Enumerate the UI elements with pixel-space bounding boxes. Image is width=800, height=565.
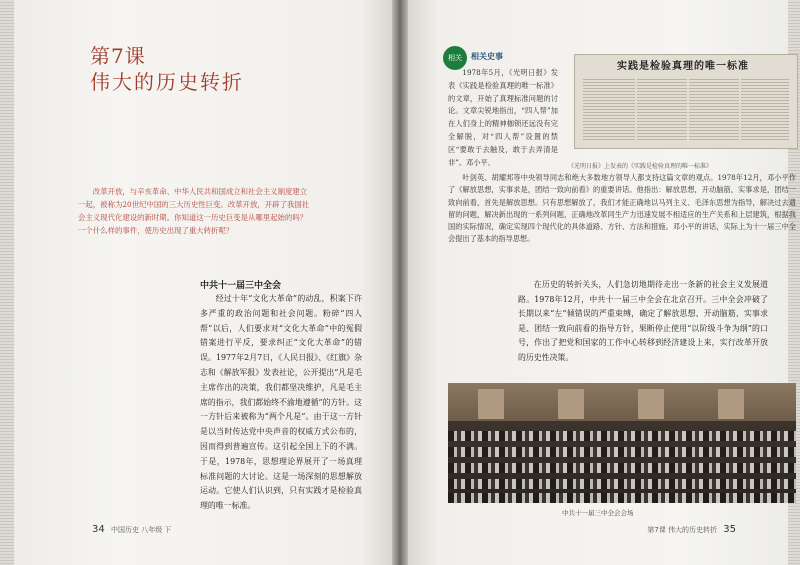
photo-window — [718, 389, 744, 419]
photo-seat-row — [448, 479, 796, 489]
photo-window — [558, 389, 584, 419]
book-gutter — [392, 0, 408, 565]
newspaper-headline: 实践是检验真理的唯一标准 — [617, 61, 749, 72]
photo-caption: 中共十一届三中全会会场 — [562, 509, 634, 517]
section-heading: 中共十一届三中全会 — [200, 281, 282, 291]
plenum-photo — [448, 383, 796, 503]
related-history-text: 1978年5月，《光明日报》发表《实践是检验真理的唯一标准》的文章，开始了真理标准问题的讨论。文章尖锐地指出，“四人帮”加在人们身上的精神枷锁还远没有完全解脱，对“四人帮”设置的禁区“要敢于去触及，敢于去弄清是非”。邓小平、 — [448, 68, 558, 167]
lesson-intro: 改革开放，与辛亥革命、中华人民共和国成立和社会主义制度建立一起，被称为20世纪中国的三大历史性巨变。改革开放，开辟了我国社会主义现代化建设的新时期。你知道这一历史巨变是从哪里起始的吗？一个什么样的事件，使历史出现了重大转折呢？ — [78, 187, 310, 235]
photo-seat-row — [448, 447, 796, 457]
related-history-icon: 相关 — [443, 46, 467, 70]
photo-seat-row — [448, 493, 796, 503]
right-page — [408, 0, 800, 565]
page-edge — [0, 0, 14, 565]
related-history-title: 相关史事 — [471, 52, 503, 61]
photo-seat-row — [448, 431, 796, 441]
page-number: 34 — [92, 524, 105, 535]
book-title: 中国历史 八年级 下 — [110, 526, 172, 534]
lesson-running-title: 第7课 伟大的历史转折 — [647, 526, 718, 534]
newspaper-column-rule — [687, 77, 689, 142]
section-body: 经过十年“文化大革命”的动乱，积案下许多严重的政治问题和社会问题。粉碎“四人帮”以后，人们要求对“文化大革命”中的冤假错案进行平反，要求纠正“文化大革命”的错误。1977年2月7日，《人民日报》、《红旗》杂志和《解放军报》发表社论，公开提出“凡是毛主席作出的决策，我们都坚决维护，凡是毛主席的指示，我们都始终不渝地遵循”的方针。这一方针后来被称为“两个凡是”。由于这一方针是以当时传达党中央声音的权威方式公布的，因而得到普遍宣传。这引起全国上下的不满。于是，1978年，思想理论界展开了一场真理标准问题的大讨论。这是一场深刻的思想解放运动。它使人们认识到，只有实践才是检验真理的唯一标准。 — [200, 294, 362, 511]
newspaper-text-lines — [583, 77, 789, 142]
related-history-box — [448, 61, 798, 169]
photo-window — [638, 389, 664, 419]
photo-seat-row — [448, 463, 796, 473]
lesson-number: 第7课 — [90, 44, 146, 68]
page-number: 35 — [723, 524, 736, 535]
lesson-title: 伟大的历史转折 — [90, 70, 244, 94]
main-paragraph: 在历史的转折关头，人们急切地期待走出一条新的社会主义发展道路。1978年12月，中共十一届三中全会在北京召开。三中全会冲破了长期以来“左”倾错误的严重束缚，确定了解放思想、开动脑筋、实事求是、团结一致向前看的指导方针，果断停止使用“以阶级斗争为纲”的口号，作出了把党和国家的工作中心转移到经济建设上来，实行改革开放的历史性决策。 — [518, 280, 768, 362]
newspaper-column-rule — [635, 77, 637, 142]
newspaper-image — [574, 54, 798, 149]
newspaper-caption: 《光明日报》上发表的《实践是检验真理的唯一标准》 — [568, 163, 713, 170]
newspaper-column-rule — [739, 77, 741, 142]
page-footer-right — [647, 524, 740, 535]
left-page — [0, 0, 392, 565]
photo-window — [478, 389, 504, 419]
related-history-text-continued: 叶剑英、胡耀邦等中央领导同志和绝大多数地方领导人都支持这篇文章的观点。1978年12月，邓小平作了《解放思想，实事求是，团结一致向前看》的重要讲话。他指出：解放思想，开动脑筋，实事求是，团结一致向前看，首先是解放思想。只有思想解放了，我们才能正确地以马列主义、毛泽东思想为指导，解决过去遗留的问题，解决新出现的一系列问题，正确地改革同生产力迅速发展不相适应的生产关系和上层建筑，根据我国的实际情况，确定实现四个现代化的具体道路、方针、方法和措施。邓小平的讲话，实际上为十一届三中全会提出了基本的指导思想。 — [448, 173, 796, 244]
page-footer-left — [88, 524, 171, 535]
